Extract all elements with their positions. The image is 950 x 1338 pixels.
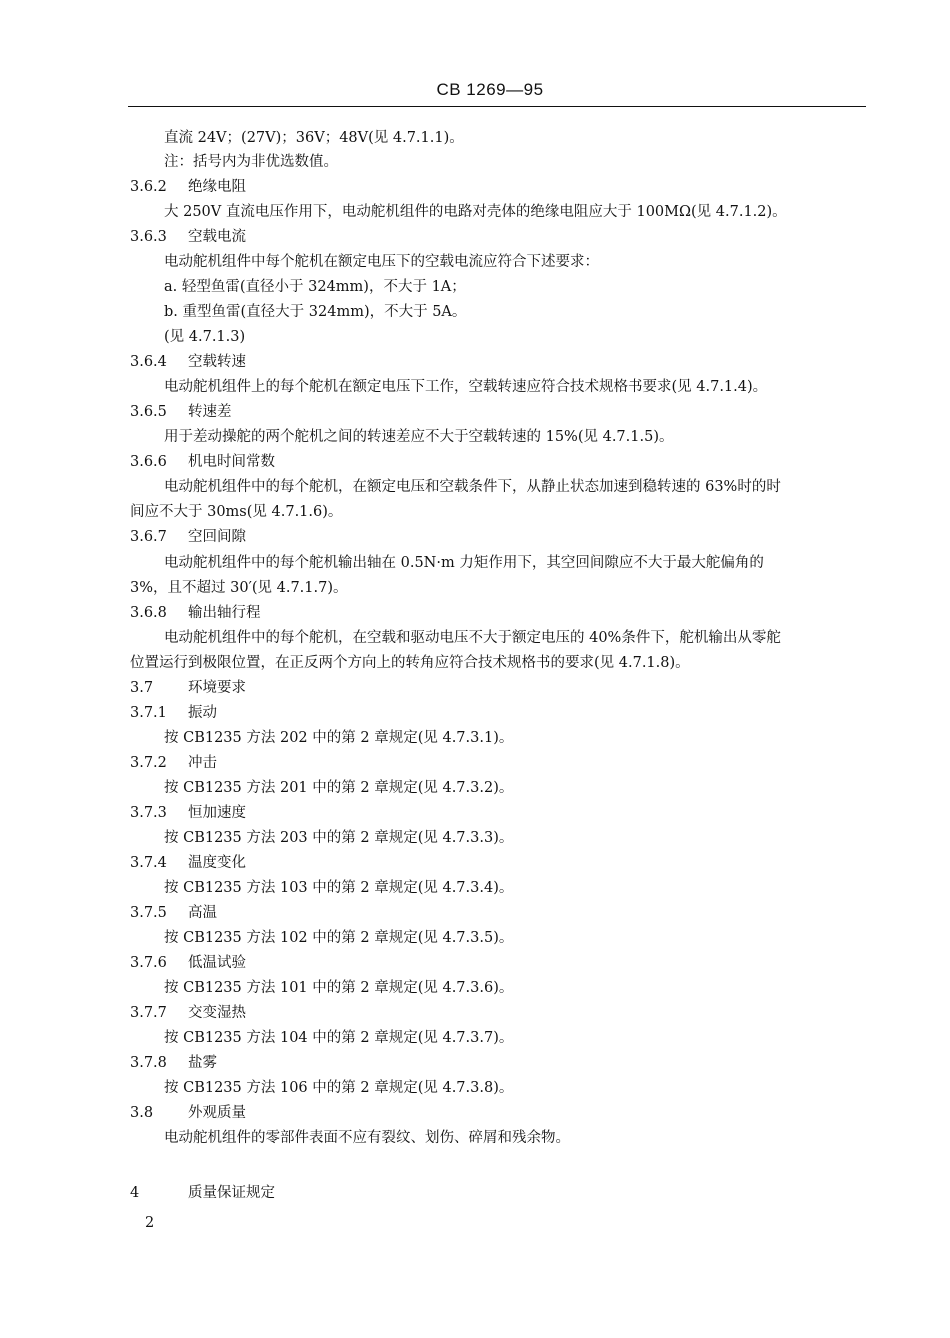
section-number: 3.6.7 (130, 529, 167, 545)
section-number: 4 (130, 1185, 140, 1201)
section-heading (130, 678, 246, 698)
paragraph-line: 按 CB1235 方法 101 中的第 2 章规定(见 4.7.3.6)。 (164, 980, 514, 996)
section-title: 交变湿热 (188, 1005, 246, 1021)
header-rule (128, 106, 866, 107)
paragraph-line: 按 CB1235 方法 103 中的第 2 章规定(见 4.7.3.4)。 (164, 880, 514, 896)
paragraph-line: 电动舵机组件上的每个舵机在额定电压下工作，空载转速应符合技术规格书要求(见 4.7.1.4)。 (164, 379, 768, 395)
section-number: 3.7.8 (130, 1055, 167, 1071)
paragraph-line: b. 重型鱼雷(直径大于 324mm)，不大于 5A。 (164, 304, 467, 320)
section-number: 3.7.5 (130, 905, 167, 921)
section-heading (130, 903, 217, 923)
section-heading (130, 703, 217, 723)
section-number: 3.7 (130, 680, 154, 696)
section-number: 3.6.6 (130, 454, 167, 470)
section-heading (130, 1003, 246, 1023)
paragraph-line: 用于差动操舵的两个舵机之间的转速差应不大于空载转速的 15%(见 4.7.1.5)。 (164, 429, 674, 445)
paragraph-line: a. 轻型鱼雷(直径小于 324mm)，不大于 1A； (164, 279, 466, 295)
paragraph-line: 按 CB1235 方法 102 中的第 2 章规定(见 4.7.3.5)。 (164, 930, 514, 946)
section-heading (130, 227, 246, 247)
section-number: 3.7.2 (130, 755, 167, 771)
paragraph-line: 注：括号内为非优选数值。 (164, 154, 338, 170)
section-number: 3.6.3 (130, 229, 167, 245)
paragraph-line: 大 250V 直流电压作用下，电动舵机组件的电路对壳体的绝缘电阻应大于 100MΩ(见 4.7.1.2)。 (164, 204, 787, 220)
section-number: 3.6.4 (130, 354, 167, 370)
section-title: 质量保证规定 (188, 1185, 275, 1201)
section-title: 机电时间常数 (188, 454, 275, 470)
section-heading (130, 853, 246, 873)
section-title: 冲击 (188, 755, 217, 771)
section-title: 绝缘电阻 (188, 179, 246, 195)
paragraph-line: 按 CB1235 方法 201 中的第 2 章规定(见 4.7.3.2)。 (164, 780, 514, 796)
paragraph-line: 电动舵机组件的零部件表面不应有裂纹、划伤、碎屑和残余物。 (164, 1130, 570, 1146)
paragraph-line: 按 CB1235 方法 202 中的第 2 章规定(见 4.7.3.1)。 (164, 730, 514, 746)
paragraph-line: 按 CB1235 方法 106 中的第 2 章规定(见 4.7.3.8)。 (164, 1080, 514, 1096)
section-heading (130, 1183, 275, 1203)
section-number: 3.6.2 (130, 179, 167, 195)
paragraph-line: 电动舵机组件中的每个舵机，在额定电压和空载条件下，从静止状态加速到稳转速的 63%时的时 (164, 479, 781, 495)
section-number: 3.7.4 (130, 855, 167, 871)
section-heading (130, 352, 246, 372)
paragraph-line: 电动舵机组件中的每个舵机，在空载和驱动电压不大于额定电压的 40%条件下，舵机输出从零舵 (164, 630, 781, 646)
paragraph-line: (见 4.7.1.3) (164, 329, 246, 345)
paragraph-line: 电动舵机组件中的每个舵机输出轴在 0.5N·m 力矩作用下，其空回间隙应不大于最大舵偏角的 (164, 555, 764, 571)
document-code-header: CB 1269—95 (436, 80, 544, 99)
section-title: 空载转速 (188, 354, 246, 370)
page-number: 2 (145, 1215, 155, 1231)
paragraph-line: 直流 24V；(27V)；36V；48V(见 4.7.1.1)。 (164, 130, 464, 146)
section-title: 环境要求 (188, 680, 246, 696)
section-heading (130, 402, 232, 422)
section-heading (130, 1103, 246, 1123)
section-number: 3.8 (130, 1105, 154, 1121)
section-title: 转速差 (188, 404, 232, 420)
paragraph-line: 3%，且不超过 30′(见 4.7.1.7)。 (130, 580, 348, 596)
section-heading (130, 953, 246, 973)
section-heading (130, 603, 261, 623)
section-number: 3.6.8 (130, 605, 167, 621)
section-heading (130, 803, 246, 823)
paragraph-line: 位置运行到极限位置，在正反两个方向上的转角应符合技术规格书的要求(见 4.7.1.8)。 (130, 655, 690, 671)
section-heading (130, 753, 217, 773)
section-number: 3.7.1 (130, 705, 167, 721)
section-number: 3.6.5 (130, 404, 167, 420)
paragraph-line: 按 CB1235 方法 104 中的第 2 章规定(见 4.7.3.7)。 (164, 1030, 514, 1046)
section-title: 输出轴行程 (188, 605, 261, 621)
section-title: 外观质量 (188, 1105, 246, 1121)
section-number: 3.7.7 (130, 1005, 167, 1021)
section-heading (130, 452, 275, 472)
paragraph-line: 按 CB1235 方法 203 中的第 2 章规定(见 4.7.3.3)。 (164, 830, 514, 846)
paragraph-line: 间应不大于 30ms(见 4.7.1.6)。 (130, 504, 343, 520)
section-title: 空载电流 (188, 229, 246, 245)
section-heading (130, 527, 246, 547)
section-title: 温度变化 (188, 855, 246, 871)
section-title: 低温试验 (188, 955, 246, 971)
paragraph-line: 电动舵机组件中每个舵机在额定电压下的空载电流应符合下述要求： (164, 254, 599, 270)
section-title: 盐雾 (188, 1055, 217, 1071)
section-heading (130, 1053, 217, 1073)
section-title: 振动 (188, 705, 217, 721)
section-number: 3.7.6 (130, 955, 167, 971)
section-title: 恒加速度 (188, 805, 246, 821)
section-title: 高温 (188, 905, 217, 921)
section-heading (130, 177, 246, 197)
section-title: 空回间隙 (188, 529, 246, 545)
section-number: 3.7.3 (130, 805, 167, 821)
